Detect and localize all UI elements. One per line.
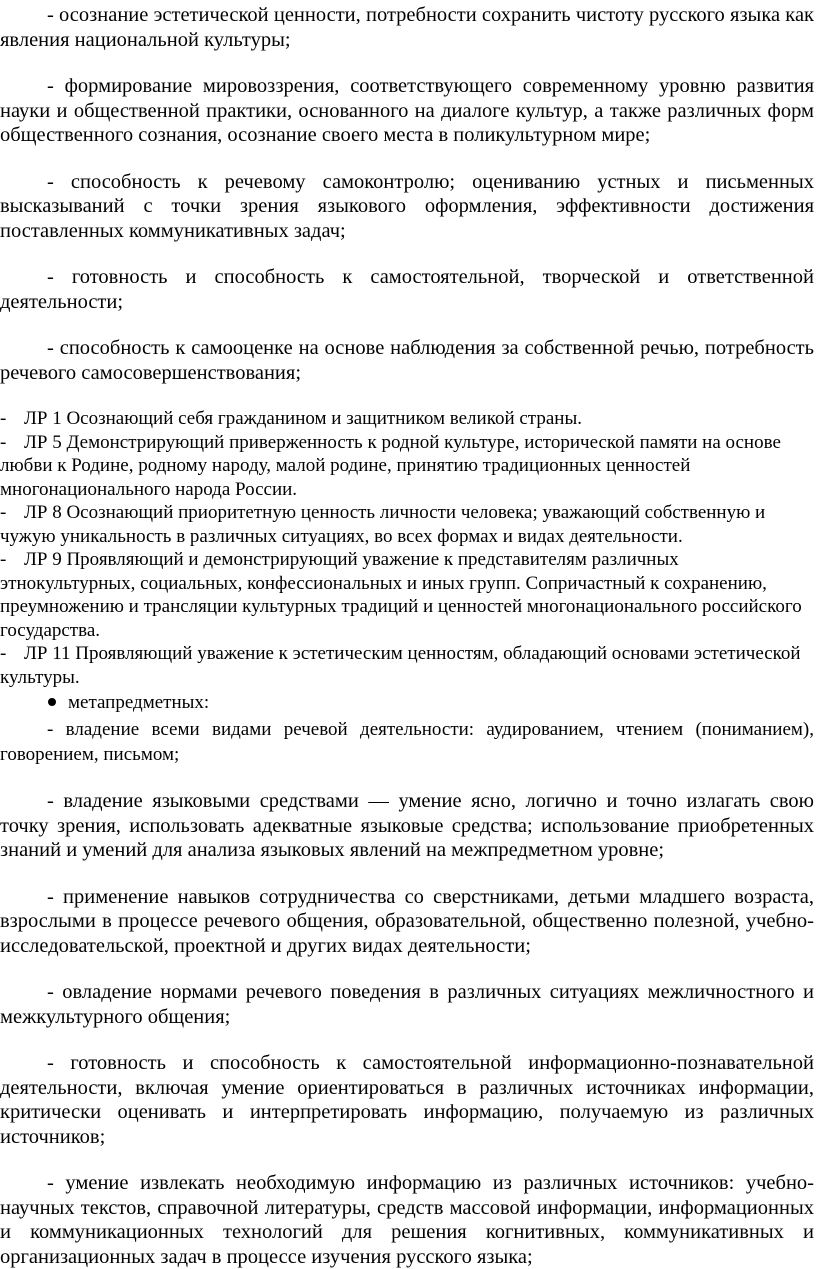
bullet-metasubject bbox=[0, 691, 814, 715]
paragraph-readiness: - готовность и способность к самостоятельной, творческой и ответственной деятельности; bbox=[0, 266, 814, 313]
paragraph-information-extraction: - умение извлекать необходимую информацию из различных источников: учебно-научных текстов, справочной литературы, средств массовой информации, информационных и коммуникационных технологий для решения когнитивных, коммуникативных и организационных задач в процессе изучения русского языка; bbox=[0, 1172, 814, 1268]
paragraph-self-assessment: - способность к самооценке на основе наблюдения за собственной речью, потребность речевого самосовершенствования; bbox=[0, 337, 814, 384]
lr-dash: - bbox=[0, 408, 7, 429]
lr-item-text: ЛР 1 Осознающий себя гражданином и защитником великой страны. bbox=[24, 408, 582, 429]
lr-item bbox=[0, 548, 814, 642]
lr-item-text: ЛР 5 Демонстрирующий приверженность к родной культуре, исторической памяти на основе любви к Родине, родному народу, малой родине, принятию традиционных ценностей многонационального народа России. bbox=[0, 431, 781, 500]
paragraph-speech-activity: - владение всеми видами речевой деятельности: аудированием, чтением (пониманием), говорением, письмом; bbox=[0, 719, 814, 765]
lr-list bbox=[0, 407, 814, 689]
lr-item-text: ЛР 8 Осознающий приоритетную ценность личности человека; уважающий собственную и чужую уникальность в различных ситуациях, во всех формах и видах деятельности. bbox=[0, 502, 766, 547]
lr-item bbox=[0, 501, 814, 548]
paragraph-information-activity: - готовность и способность к самостоятельной информационно-познавательной деятельности, включая умение ориентироваться в различных источниках информации, критически оценивать и интерпретировать информацию, получаемую из различных источников; bbox=[0, 1052, 814, 1148]
bullet-label: метапредметных: bbox=[68, 692, 210, 713]
bullet-dot-icon bbox=[48, 698, 56, 706]
lr-dash: - bbox=[0, 502, 7, 523]
paragraph-cooperation: - применение навыков сотрудничества со сверстниками, детьми младшего возраста, взрослыми в процессе речевого общения, образовательной, общественно полезной, учебно-исследовательской, проектной и других видах деятельности; bbox=[0, 885, 814, 957]
paragraph-self-control: - способность к речевому самоконтролю; оцениванию устных и письменных высказываний с точки зрения языкового оформления, эффективности достижения поставленных коммуникативных задач; bbox=[0, 170, 814, 242]
lr-item bbox=[0, 642, 814, 689]
lr-item bbox=[0, 431, 814, 502]
lr-item-text: ЛР 11 Проявляющий уважение к эстетическим ценностям, обладающий основами эстетической культуры. bbox=[0, 643, 801, 688]
paragraph-aesthetic-value: - осознание эстетической ценности, потребности сохранить чистоту русского языка как явления национальной культуры; bbox=[0, 4, 814, 51]
lr-dash: - bbox=[0, 643, 7, 664]
lr-dash: - bbox=[0, 431, 7, 453]
paragraph-language-means: - владение языковыми средствами — умение ясно, логично и точно излагать свою точку зрения, использовать адекватные языковые средства; использование приобретенных знаний и умений для анализа языковых явлений на межпредметном уровне; bbox=[0, 790, 814, 861]
lr-item bbox=[0, 407, 814, 431]
lr-item-text: ЛР 9 Проявляющий и демонстрирующий уважение к представителям различных этнокультурных, социальных, конфессиональных и иных групп. Сопричастный к сохранению, преумножению и трансляции культурных традиций и ценностей многонационального российского государства. bbox=[0, 549, 802, 641]
paragraph-speech-norms: - овладение нормами речевого поведения в различных ситуациях межличностного и межкультурного общения; bbox=[0, 981, 814, 1028]
lr-dash: - bbox=[0, 549, 7, 570]
paragraph-worldview: - формирование мировоззрения, соответствующего современному уровню развития науки и общественной практики, основанного на диалоге культур, а также различных форм общественного сознания, осознание своего места в поликультурном мире; bbox=[0, 75, 814, 146]
